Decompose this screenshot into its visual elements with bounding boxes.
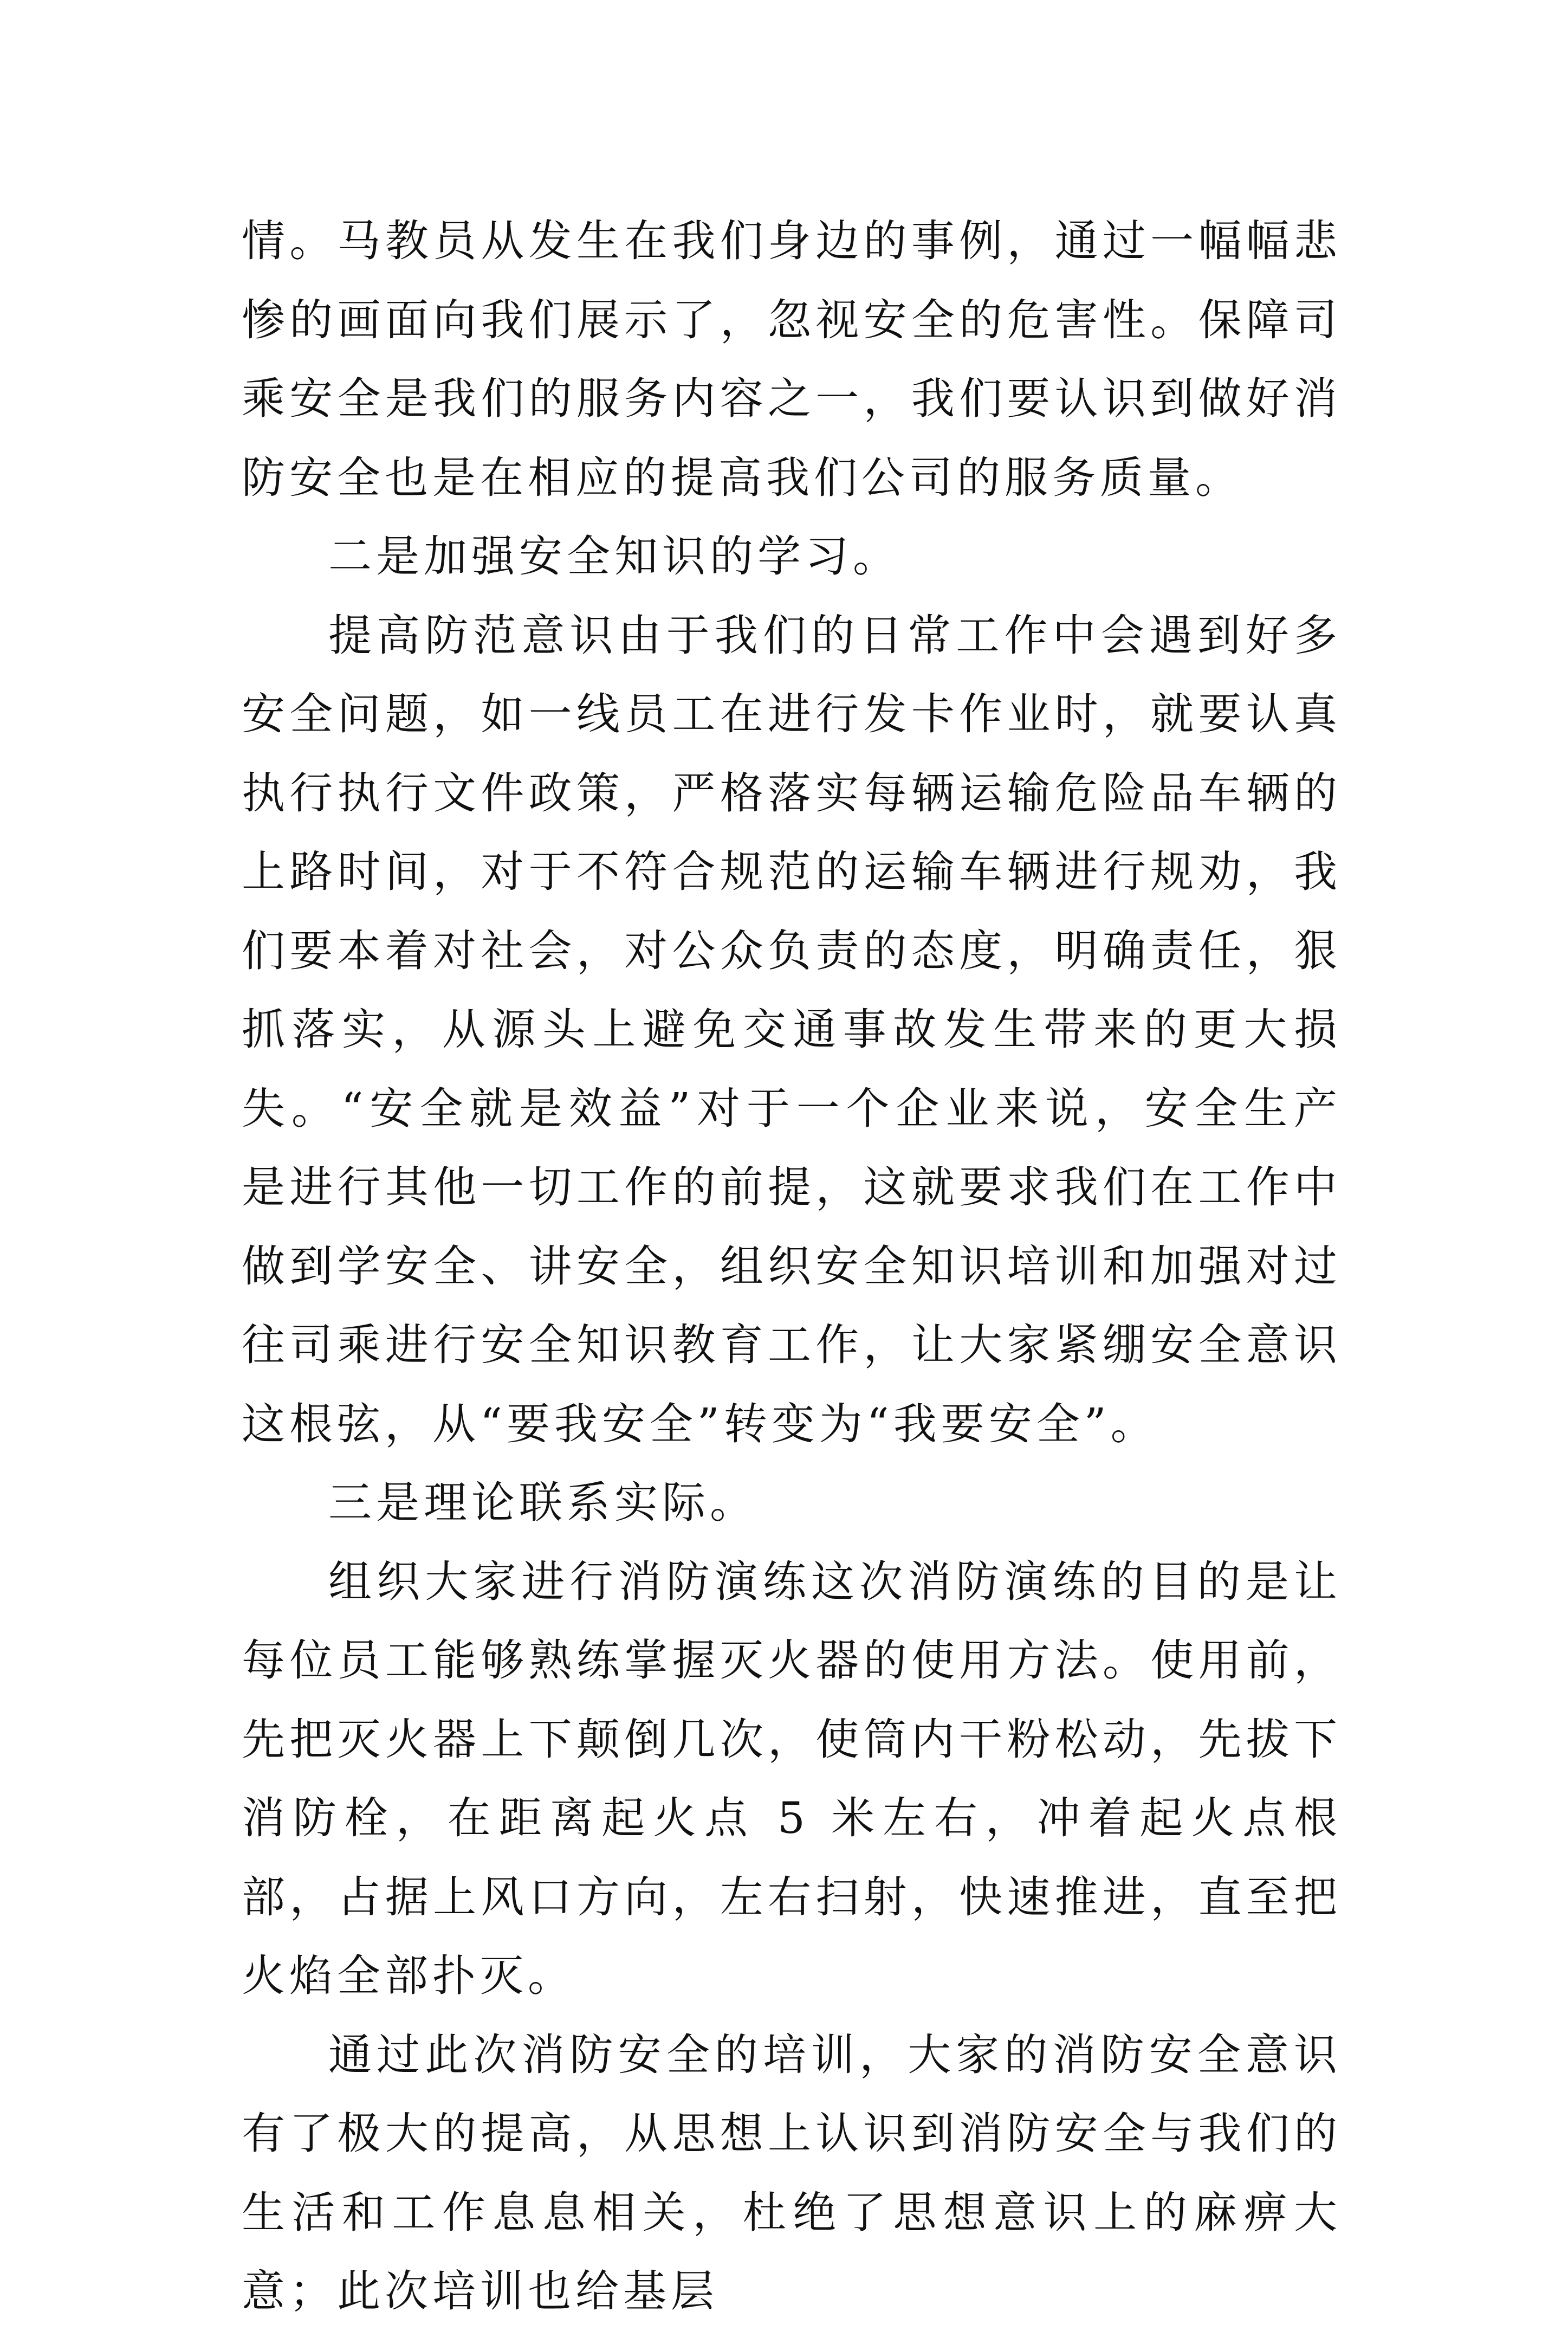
paragraph-6: 通过此次消防安全的培训，大家的消防安全意识有了极大的提高，从思想上认识到消防安全与我们的生活和工作息息相关，杜绝了思想意识上的麻痹大意；此次培训也给基层 [242, 2029, 1342, 2316]
document-body [242, 202, 1342, 2331]
paragraph-3: 提高防范意识由于我们的日常工作中会遇到好多安全问题，如一线员工在进行发卡作业时，就要认真执行执行文件政策，严格落实每辆运输危险品车辆的上路时间，对于不符合规范的运输车辆进行规劝，我们要本着对社会，对公众负责的态度，明确责任，狠抓落实，从源头上避免交通事故发生带来的更大损失。“安全就是效益”对于一个企业来说，安全生产是进行其他一切工作的前提，这就要求我们在工作中做到学安全、讲安全，组织安全知识培训和加强对过往司乘进行安全知识教育工作，让大家紧绷安全意识这根弦，从“要我安全”转变为“我要安全”。 [242, 610, 1342, 1449]
paragraph-1: 情。马教员从发生在我们身边的事例，通过一幅幅悲惨的画面向我们展示了，忽视安全的危害性。保障司乘安全是我们的服务内容之一，我们要认识到做好消防安全也是在相应的提高我们公司的服务质量。 [242, 216, 1342, 503]
paragraph-5: 组织大家进行消防演练这次消防演练的目的是让每位员工能够熟练掌握灭火器的使用方法。使用前，先把灭火器上下颠倒几次，使筒内干粉松动，先拔下消防栓，在距离起火点 5 米左右，冲着起火点根部，占据上风口方向，左右扫射，快速推进，直至把火焰全部扑灭。 [242, 1556, 1342, 2001]
paragraph-4-heading: 三是理论联系实际。 [328, 1477, 757, 1528]
paragraph-2-heading: 二是加强安全知识的学习。 [328, 531, 900, 582]
